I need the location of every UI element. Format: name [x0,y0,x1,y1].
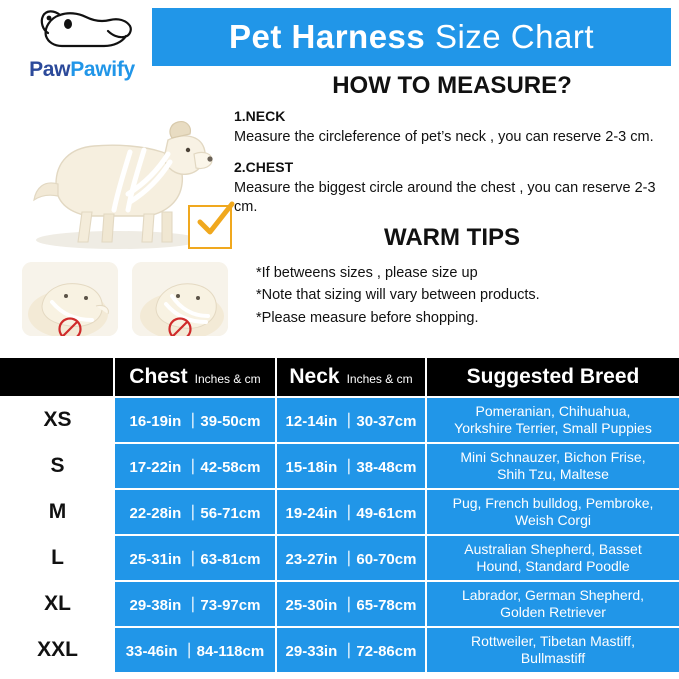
table-row [1,443,679,489]
row-chest: 22-28in ｜56-71cm [114,489,276,535]
table-body [1,397,679,673]
no-entry-icon [57,316,83,336]
row-breed: Rottweiler, Tibetan Mastiff, Bullmastiff [426,627,679,673]
row-chest: 29-38in ｜73-97cm [114,581,276,627]
row-size: XL [1,581,114,627]
breed-header-label: Suggested Breed [466,365,640,388]
row-neck: 15-18in ｜38-48cm [276,443,426,489]
table-row [1,535,679,581]
warm-tips-list [256,262,676,329]
no-entry-icon [167,316,193,336]
dog-incorrect-measure-photo-1 [22,262,118,336]
row-size: XS [1,397,114,443]
row-chest: 33-46in ｜84-118cm [114,627,276,673]
chest-header-units: Inches & cm [194,372,261,386]
page-title [229,18,594,56]
table-header-row [1,357,679,397]
how-to-measure-body [234,108,672,229]
warm-tip-item: *If betweens sizes , please size up [256,265,478,281]
row-size: L [1,535,114,581]
measure-step-1-heading: 1.NECK [234,108,286,124]
row-size: M [1,489,114,535]
table-row [1,489,679,535]
measure-step-2-body: Measure the biggest circle around the chest , you can reserve 2-3 cm. [234,179,656,215]
chest-header-label: Chest [129,365,188,388]
row-chest: 17-22in ｜42-58cm [114,443,276,489]
table-header-breed [426,357,679,397]
row-chest: 16-19in ｜39-50cm [114,397,276,443]
neck-header-units: Inches & cm [346,372,413,386]
dog-incorrect-measure-photo-2 [132,262,228,336]
measure-step-2-heading: 2.CHEST [234,158,294,175]
row-size: XXL [1,627,114,673]
header-banner [152,8,671,66]
page-title-bold: Pet Harness [229,18,426,55]
brand-logo [14,6,150,86]
logo-text-accent: Pawify [70,58,135,81]
table-row [1,397,679,443]
table-header-size [1,357,114,397]
row-breed: Pomeranian, Chihuahua, Yorkshire Terrier, Small Puppies [426,397,679,443]
measure-step-1-body: Measure the circleference of pet’s neck , you can reserve 2-3 cm. [234,129,654,145]
row-neck: 12-14in ｜30-37cm [276,397,426,443]
brand-logo-text [14,58,150,82]
warm-tip-item: *Note that sizing will vary between products. [256,287,540,304]
row-neck: 25-30in ｜65-78cm [276,581,426,627]
row-breed: Labrador, German Shepherd, Golden Retriever [426,581,679,627]
logo-text-main: Paw [29,58,71,81]
neck-header-label: Neck [289,365,340,388]
warm-tips-title: WARM TIPS [384,224,520,251]
table-row [1,581,679,627]
table-row [1,627,679,673]
page-title-light: Size Chart [434,18,594,55]
size-table-container [0,356,679,679]
table-header-neck [276,357,426,397]
how-to-measure-title: HOW TO MEASURE? [332,72,572,99]
row-neck: 29-33in ｜72-86cm [276,627,426,673]
table-header-chest [114,357,276,397]
row-breed: Mini Schnauzer, Bichon Frise, Shih Tzu, Maltese [426,443,679,489]
warm-tip-item: *Please measure before shopping. [256,309,479,326]
size-table [0,356,679,674]
row-chest: 25-31in ｜63-81cm [114,535,276,581]
row-size: S [1,443,114,489]
row-breed: Pug, French bulldog, Pembroke, Weish Corgi [426,489,679,535]
row-neck: 19-24in ｜49-61cm [276,489,426,535]
incorrect-examples [14,262,234,340]
dog-head-icon [38,6,134,54]
row-breed: Australian Shepherd, Basset Hound, Standard Poodle [426,535,679,581]
row-neck: 23-27in ｜60-70cm [276,535,426,581]
